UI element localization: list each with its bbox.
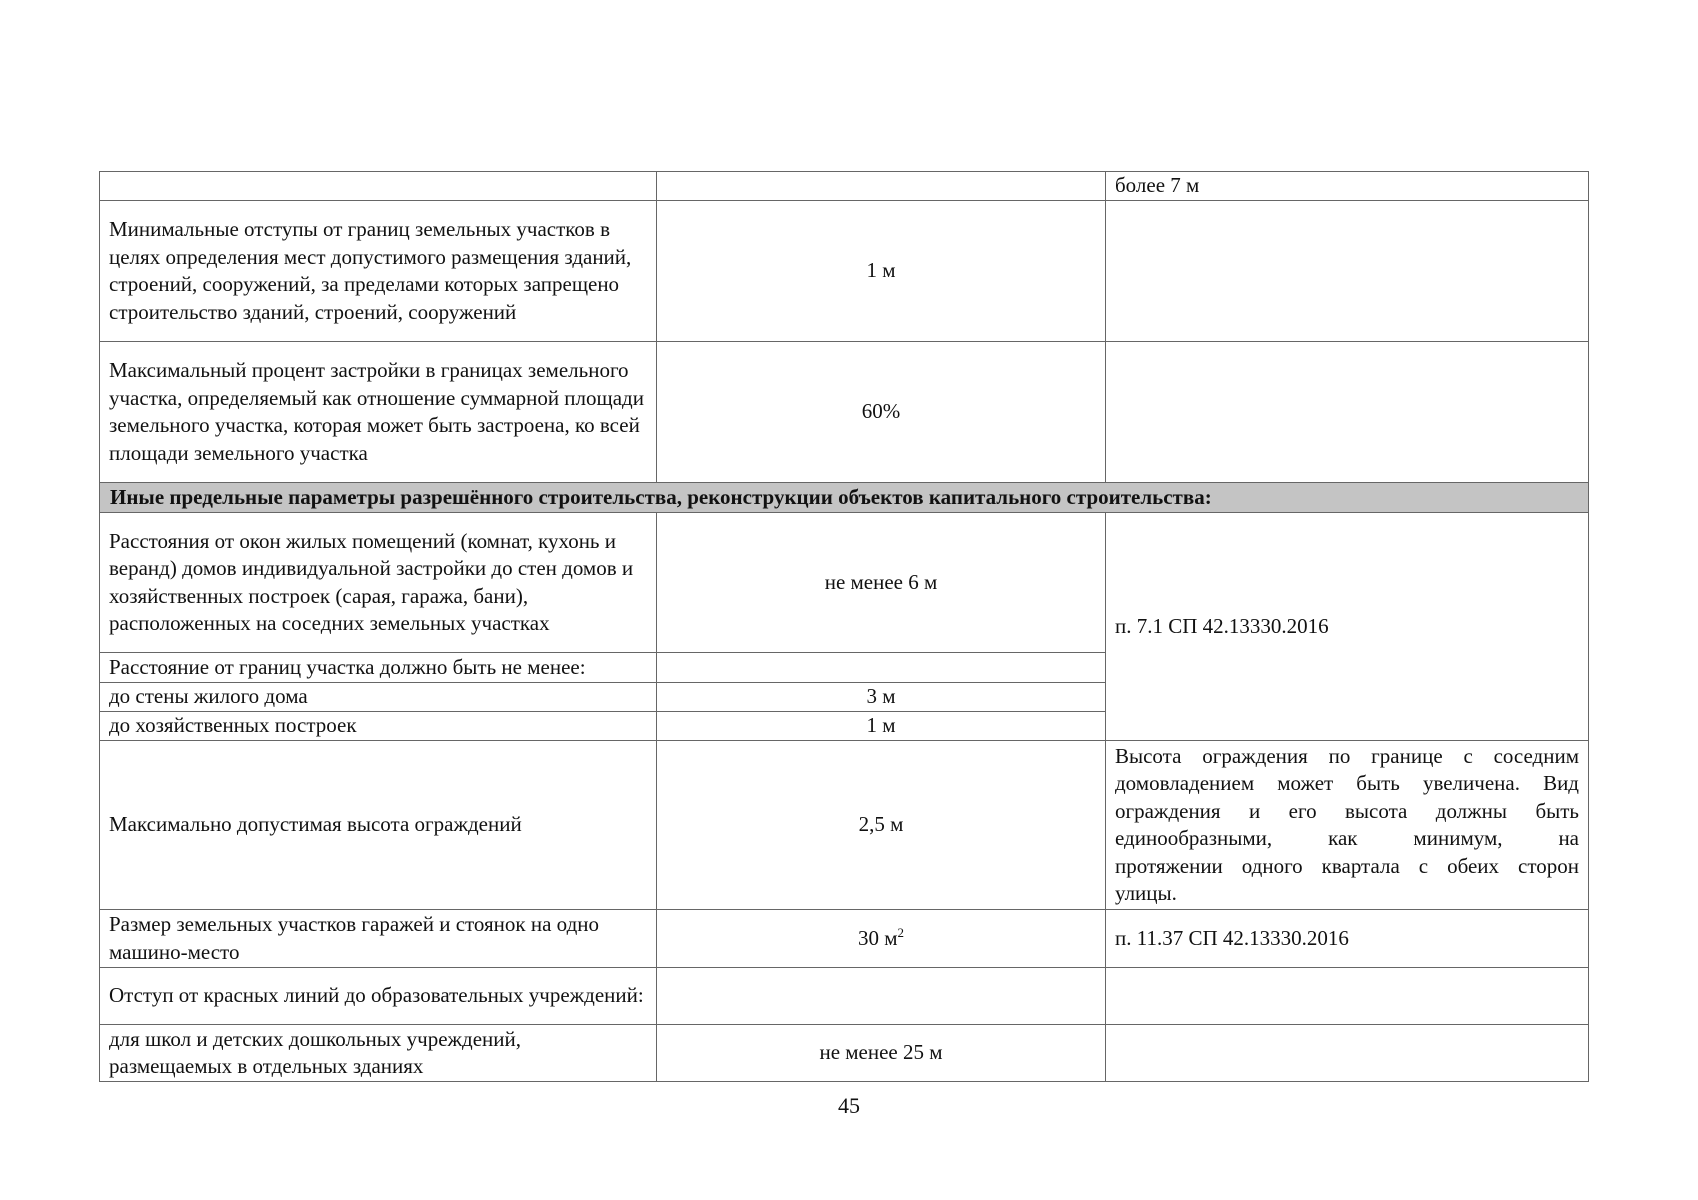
- fence-note-line: Высота ограждения по границе с соседним: [1115, 743, 1579, 768]
- fence-height-note: [1106, 741, 1589, 910]
- fence-note-line: протяжении одного квартала с обеих сторон: [1115, 853, 1579, 878]
- garage-plot-value-text: 30 м: [857, 925, 898, 950]
- garage-plot-value-superscript: 2: [897, 924, 905, 940]
- fence-height-label: Максимально допустимая высота ограждений: [100, 741, 657, 910]
- garage-plot-value: [657, 910, 1106, 968]
- cell-empty: [657, 968, 1106, 1025]
- cell-empty: [1106, 968, 1589, 1025]
- section-header: Иные предельные параметры разрешённого строительства, реконструкции объектов капитального строительства:: [100, 483, 1589, 513]
- regulations-table: [99, 171, 1589, 1082]
- windows-distance-value: не менее 6 м: [657, 513, 1106, 653]
- page-number: 45: [838, 1093, 860, 1118]
- coverage-label: Максимальный процент застройки в границах земельного участка, определяемый как отношение суммарной площади земельного участка, которая может быть застроена, ко всей площади земельного участка: [100, 342, 657, 483]
- table-row: [100, 910, 1589, 968]
- fence-note-line: ограждения и его высота должны быть: [1115, 798, 1579, 823]
- cell-empty: [1106, 1025, 1589, 1082]
- table-row: [100, 1025, 1589, 1082]
- fence-height-value: 2,5 м: [657, 741, 1106, 910]
- garage-plot-reference: п. 11.37 СП 42.13330.2016: [1106, 910, 1589, 968]
- outbuildings-value: 1 м: [657, 712, 1106, 741]
- setback-label: Минимальные отступы от границ земельных участков в целях определения мест допустимого размещения зданий, строений, сооружений, за пределами которых запрещено строительство зданий, строений, сооружений: [100, 201, 657, 342]
- cell-empty: [657, 172, 1106, 201]
- windows-distance-label: Расстояния от окон жилых помещений (комнат, кухонь и веранд) домов индивидуальной застройки до стен домов и хозяйственных построек (сарая, гаража, бани), расположенных на соседних земельных участках: [100, 513, 657, 653]
- cell-empty: [1106, 342, 1589, 483]
- cell-empty: [100, 172, 657, 201]
- table-row: [100, 741, 1589, 910]
- garage-plot-label: Размер земельных участков гаражей и стоянок на одно машино-место: [100, 910, 657, 968]
- table-row: [100, 968, 1589, 1025]
- cell-empty: [657, 653, 1106, 683]
- table-row: [100, 513, 1589, 653]
- house-wall-label: до стены жилого дома: [100, 683, 657, 712]
- cell-height-condition: более 7 м: [1106, 172, 1589, 201]
- coverage-value: 60%: [657, 342, 1106, 483]
- schools-value: не менее 25 м: [657, 1025, 1106, 1082]
- house-wall-value: 3 м: [657, 683, 1106, 712]
- fence-note-line: улицы.: [1115, 881, 1177, 905]
- setback-value: 1 м: [657, 201, 1106, 342]
- table-row: [100, 342, 1589, 483]
- schools-label: для школ и детских дошкольных учреждений, размещаемых в отдельных зданиях: [100, 1025, 657, 1082]
- table-row: [100, 172, 1589, 201]
- red-lines-label: Отступ от красных линий до образовательных учреждений:: [100, 968, 657, 1025]
- outbuildings-label: до хозяйственных построек: [100, 712, 657, 741]
- boundary-distance-label: Расстояние от границ участка должно быть не менее:: [100, 653, 657, 683]
- cell-empty: [1106, 201, 1589, 342]
- fence-note-line: единообразными, как минимум, на: [1115, 826, 1579, 850]
- section-header-row: [100, 483, 1589, 513]
- fence-note-line: домовладением может быть увеличена. Вид: [1115, 771, 1579, 795]
- windows-distance-reference: п. 7.1 СП 42.13330.2016: [1106, 513, 1589, 741]
- table-row: [100, 201, 1589, 342]
